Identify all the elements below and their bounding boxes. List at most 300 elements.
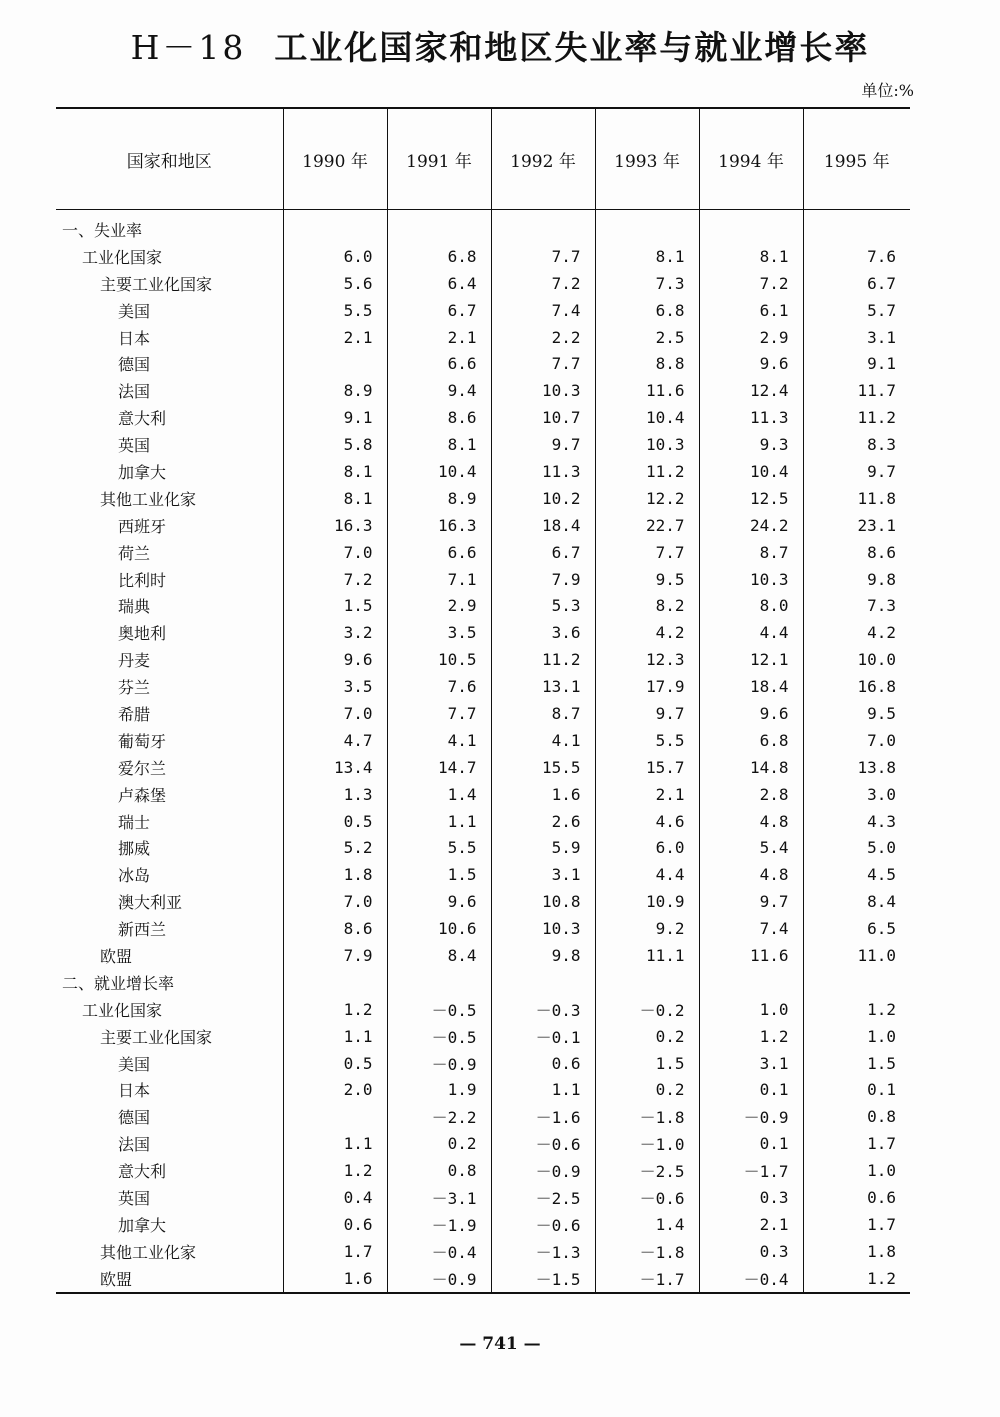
cell-value: 13.1 — [491, 673, 595, 700]
cell-value: 8.3 — [803, 431, 910, 458]
row-label: 瑞典 — [118, 597, 151, 617]
cell-value: 12.2 — [595, 485, 699, 512]
cell-value: 10.6 — [387, 915, 491, 942]
table-row — [56, 404, 910, 431]
table-row — [56, 1023, 910, 1050]
table-row — [56, 727, 910, 754]
cell-value: 16.8 — [803, 673, 910, 700]
cell-value: 8.1 — [283, 458, 387, 485]
cell-value: 0.8 — [803, 1103, 910, 1130]
cell-value: 9.8 — [803, 566, 910, 593]
header-1990: 1990 年 — [283, 108, 387, 210]
cell-value — [283, 210, 387, 243]
cell-value: 1.2 — [699, 1023, 803, 1050]
cell-value: 6.7 — [387, 297, 491, 324]
cell-value: 6.8 — [699, 727, 803, 754]
header-1993: 1993 年 — [595, 108, 699, 210]
cell-value — [699, 210, 803, 243]
cell-value: 7.9 — [283, 942, 387, 969]
cell-value: 10.3 — [595, 431, 699, 458]
cell-value: 0.1 — [803, 1077, 910, 1104]
cell-value: 9.5 — [803, 700, 910, 727]
cell-value: 7.0 — [283, 539, 387, 566]
cell-value: 4.7 — [283, 727, 387, 754]
cell-value: 6.8 — [595, 297, 699, 324]
row-label: 卢森堡 — [118, 785, 167, 805]
cell-value: 9.8 — [491, 942, 595, 969]
page-number: — 741 — — [459, 1334, 541, 1354]
cell-value: －2.2 — [387, 1103, 491, 1130]
table-row — [56, 1050, 910, 1077]
row-label: 日本 — [118, 1081, 151, 1101]
cell-value: 18.4 — [699, 673, 803, 700]
cell-value: 15.5 — [491, 754, 595, 781]
table-row — [56, 861, 910, 888]
cell-value: 10.3 — [699, 566, 803, 593]
cell-value: －0.4 — [387, 1238, 491, 1265]
table-row — [56, 834, 910, 861]
cell-value: 2.8 — [699, 781, 803, 808]
row-label: 主要工业化国家 — [100, 274, 213, 294]
cell-value: 4.3 — [803, 808, 910, 835]
cell-value: 7.3 — [803, 592, 910, 619]
table-row — [56, 969, 910, 996]
cell-value: 6.7 — [491, 539, 595, 566]
table-row — [56, 566, 910, 593]
cell-value: 7.0 — [283, 700, 387, 727]
cell-value: 7.7 — [491, 243, 595, 270]
cell-value: 8.7 — [699, 539, 803, 566]
header-1992: 1992 年 — [491, 108, 595, 210]
cell-value: 8.6 — [283, 915, 387, 942]
cell-value: 22.7 — [595, 512, 699, 539]
cell-value: 8.6 — [803, 539, 910, 566]
cell-value: 10.3 — [491, 915, 595, 942]
row-label: 英国 — [118, 1189, 151, 1208]
cell-value: 11.6 — [595, 377, 699, 404]
cell-value: 0.1 — [699, 1077, 803, 1104]
cell-value: 1.1 — [283, 1130, 387, 1157]
cell-value: 7.0 — [803, 727, 910, 754]
cell-value — [595, 969, 699, 996]
cell-value: －0.4 — [699, 1265, 803, 1293]
table-row — [56, 1130, 910, 1157]
cell-value: 8.8 — [595, 350, 699, 377]
cell-value: 6.4 — [387, 270, 491, 297]
cell-value: 11.3 — [699, 404, 803, 431]
cell-value: 1.8 — [283, 861, 387, 888]
cell-value: 3.1 — [491, 861, 595, 888]
cell-value: 10.8 — [491, 888, 595, 915]
cell-value: 5.0 — [803, 834, 910, 861]
cell-value: －1.8 — [595, 1103, 699, 1130]
cell-value: 0.2 — [595, 1023, 699, 1050]
cell-value: 8.2 — [595, 592, 699, 619]
cell-value: 0.8 — [387, 1157, 491, 1184]
cell-value: 2.9 — [387, 592, 491, 619]
table-body — [56, 210, 910, 1293]
cell-value: 0.5 — [283, 808, 387, 835]
row-label: 法国 — [118, 382, 151, 402]
cell-value: －0.9 — [387, 1265, 491, 1293]
cell-value: 6.8 — [387, 243, 491, 270]
row-label: 工业化国家 — [82, 1000, 163, 1020]
cell-value: 11.3 — [491, 458, 595, 485]
cell-value: 3.5 — [387, 619, 491, 646]
table-row — [56, 915, 910, 942]
cell-value: 0.2 — [595, 1077, 699, 1104]
cell-value: 13.8 — [803, 754, 910, 781]
cell-value: 11.2 — [803, 404, 910, 431]
cell-value: 7.6 — [387, 673, 491, 700]
cell-value: 1.2 — [803, 1265, 910, 1293]
cell-value: 1.4 — [595, 1211, 699, 1238]
table-row — [56, 1184, 910, 1211]
table-row — [56, 377, 910, 404]
row-label: 意大利 — [118, 409, 167, 429]
cell-value: 7.9 — [491, 566, 595, 593]
cell-value: 16.3 — [283, 512, 387, 539]
data-table — [56, 107, 910, 1294]
cell-value: －1.5 — [491, 1265, 595, 1293]
table-row — [56, 673, 910, 700]
cell-value: 10.3 — [491, 377, 595, 404]
cell-value: 1.5 — [803, 1050, 910, 1077]
cell-value: 8.0 — [699, 592, 803, 619]
cell-value: 5.6 — [283, 270, 387, 297]
cell-value: 1.0 — [803, 1157, 910, 1184]
cell-value: 7.1 — [387, 566, 491, 593]
table-row — [56, 1077, 910, 1104]
row-label: 澳大利亚 — [118, 893, 183, 913]
cell-value: 1.2 — [283, 996, 387, 1023]
cell-value: 7.2 — [283, 566, 387, 593]
cell-value: 5.4 — [699, 834, 803, 861]
cell-value — [283, 969, 387, 996]
row-label: 其他工业化家 — [100, 1242, 197, 1262]
cell-value: 10.4 — [699, 458, 803, 485]
table-row — [56, 458, 910, 485]
cell-value: 10.2 — [491, 485, 595, 512]
table-row — [56, 210, 910, 243]
cell-value: －0.1 — [491, 1023, 595, 1050]
cell-value: 1.0 — [803, 1023, 910, 1050]
cell-value: 9.1 — [283, 404, 387, 431]
cell-value: －1.6 — [491, 1103, 595, 1130]
row-label: 比利时 — [118, 570, 167, 590]
cell-value: 10.4 — [595, 404, 699, 431]
cell-value: 6.7 — [803, 270, 910, 297]
row-label: 其他工业化家 — [100, 489, 197, 509]
table-row — [56, 270, 910, 297]
row-label: 美国 — [118, 1054, 151, 1074]
cell-value: 7.3 — [595, 270, 699, 297]
cell-value: 10.4 — [387, 458, 491, 485]
table-row — [56, 996, 910, 1023]
cell-value: 4.1 — [491, 727, 595, 754]
cell-value: 15.7 — [595, 754, 699, 781]
cell-value: 10.9 — [595, 888, 699, 915]
cell-value: 4.8 — [699, 861, 803, 888]
cell-value: 7.2 — [491, 270, 595, 297]
row-label: 加拿大 — [118, 462, 167, 482]
table-row — [56, 350, 910, 377]
cell-value: 10.0 — [803, 646, 910, 673]
cell-value: 3.5 — [283, 673, 387, 700]
table-row — [56, 431, 910, 458]
cell-value: 7.7 — [491, 350, 595, 377]
cell-value: 1.7 — [803, 1130, 910, 1157]
cell-value: 8.1 — [699, 243, 803, 270]
table-row — [56, 592, 910, 619]
cell-value — [803, 969, 910, 996]
cell-value: 9.2 — [595, 915, 699, 942]
table-row — [56, 808, 910, 835]
row-label: 挪威 — [118, 839, 151, 859]
cell-value: 4.1 — [387, 727, 491, 754]
cell-value — [387, 969, 491, 996]
row-label: 主要工业化国家 — [100, 1027, 213, 1047]
row-label: 美国 — [118, 301, 151, 321]
cell-value: 5.3 — [491, 592, 595, 619]
cell-value: －0.9 — [699, 1103, 803, 1130]
table-row — [56, 942, 910, 969]
row-label: 荷兰 — [118, 543, 151, 563]
row-label: 芬兰 — [118, 678, 151, 698]
cell-value: 12.3 — [595, 646, 699, 673]
row-label: 加拿大 — [118, 1215, 167, 1235]
table-row — [56, 619, 910, 646]
cell-value: 11.7 — [803, 377, 910, 404]
cell-value: －2.5 — [491, 1184, 595, 1211]
cell-value: 1.1 — [491, 1077, 595, 1104]
row-label: 德国 — [118, 1108, 151, 1128]
cell-value: －0.5 — [387, 996, 491, 1023]
header-region: 国家和地区 — [56, 108, 283, 210]
cell-value: 7.6 — [803, 243, 910, 270]
cell-value: 0.6 — [283, 1211, 387, 1238]
row-label: 希腊 — [118, 704, 151, 724]
row-label: 二、就业增长率 — [62, 973, 175, 993]
cell-value: 4.6 — [595, 808, 699, 835]
cell-value: 3.1 — [803, 324, 910, 351]
cell-value: 1.5 — [387, 861, 491, 888]
cell-value: －1.7 — [699, 1157, 803, 1184]
cell-value: 7.7 — [387, 700, 491, 727]
cell-value: 9.6 — [283, 646, 387, 673]
cell-value: 8.1 — [595, 243, 699, 270]
cell-value — [491, 210, 595, 243]
row-label: 西班牙 — [118, 516, 167, 536]
cell-value — [283, 350, 387, 377]
cell-value: 4.8 — [699, 808, 803, 835]
table-row — [56, 646, 910, 673]
cell-value: 14.7 — [387, 754, 491, 781]
cell-value: 3.1 — [699, 1050, 803, 1077]
table-row — [56, 754, 910, 781]
row-label: 工业化国家 — [82, 247, 163, 267]
cell-value: 5.7 — [803, 297, 910, 324]
cell-value: 11.0 — [803, 942, 910, 969]
cell-value: －1.7 — [595, 1265, 699, 1293]
cell-value: 4.2 — [803, 619, 910, 646]
cell-value: 2.5 — [595, 324, 699, 351]
cell-value: －0.3 — [491, 996, 595, 1023]
unit-label: 单位:% — [861, 81, 914, 100]
cell-value: 4.4 — [595, 861, 699, 888]
cell-value: 2.1 — [699, 1211, 803, 1238]
cell-value: 6.6 — [387, 539, 491, 566]
cell-value: 9.6 — [699, 350, 803, 377]
cell-value: 7.7 — [595, 539, 699, 566]
cell-value: 9.7 — [491, 431, 595, 458]
cell-value: 2.1 — [283, 324, 387, 351]
page-title — [0, 22, 1000, 72]
cell-value: 8.9 — [283, 377, 387, 404]
cell-value: 2.0 — [283, 1077, 387, 1104]
cell-value: 1.7 — [803, 1211, 910, 1238]
cell-value: －0.2 — [595, 996, 699, 1023]
cell-value: 12.5 — [699, 485, 803, 512]
cell-value: 0.6 — [803, 1184, 910, 1211]
cell-value: 9.7 — [595, 700, 699, 727]
cell-value: 9.7 — [803, 458, 910, 485]
cell-value: 5.5 — [283, 297, 387, 324]
cell-value: －0.6 — [491, 1130, 595, 1157]
cell-value: 1.6 — [283, 1265, 387, 1293]
cell-value: 9.6 — [387, 888, 491, 915]
cell-value: 5.9 — [491, 834, 595, 861]
cell-value: 1.5 — [595, 1050, 699, 1077]
table-row — [56, 888, 910, 915]
cell-value: －3.1 — [387, 1184, 491, 1211]
table-title: 工业化国家和地区失业率与就业增长率 — [274, 28, 870, 67]
header-1995: 1995 年 — [803, 108, 910, 210]
cell-value: －0.9 — [491, 1157, 595, 1184]
cell-value: 2.6 — [491, 808, 595, 835]
table-row — [56, 1157, 910, 1184]
cell-value: －1.3 — [491, 1238, 595, 1265]
cell-value: 1.8 — [803, 1238, 910, 1265]
cell-value: 11.6 — [699, 942, 803, 969]
cell-value: 11.8 — [803, 485, 910, 512]
row-label: 德国 — [118, 355, 151, 375]
cell-value: 1.1 — [387, 808, 491, 835]
row-label: 法国 — [118, 1135, 151, 1155]
table-row — [56, 1103, 910, 1130]
cell-value: 14.8 — [699, 754, 803, 781]
cell-value: 6.5 — [803, 915, 910, 942]
cell-value: 7.2 — [699, 270, 803, 297]
cell-value — [387, 210, 491, 243]
cell-value: 9.7 — [699, 888, 803, 915]
cell-value: 12.1 — [699, 646, 803, 673]
cell-value: 11.2 — [491, 646, 595, 673]
table-row — [56, 700, 910, 727]
cell-value: －1.8 — [595, 1238, 699, 1265]
table-row — [56, 1211, 910, 1238]
cell-value: 3.2 — [283, 619, 387, 646]
row-label: 奥地利 — [118, 624, 167, 644]
cell-value: 11.2 — [595, 458, 699, 485]
table-row — [56, 243, 910, 270]
cell-value: 24.2 — [699, 512, 803, 539]
header-1994: 1994 年 — [699, 108, 803, 210]
cell-value: 2.9 — [699, 324, 803, 351]
cell-value: 2.2 — [491, 324, 595, 351]
cell-value: 1.0 — [699, 996, 803, 1023]
cell-value — [803, 210, 910, 243]
cell-value: 8.6 — [387, 404, 491, 431]
cell-value: 9.3 — [699, 431, 803, 458]
cell-value: 1.6 — [491, 781, 595, 808]
cell-value: 6.0 — [283, 243, 387, 270]
cell-value: 5.5 — [387, 834, 491, 861]
cell-value: 11.1 — [595, 942, 699, 969]
cell-value: 3.6 — [491, 619, 595, 646]
cell-value: 1.2 — [803, 996, 910, 1023]
cell-value: 9.6 — [699, 700, 803, 727]
cell-value — [283, 1103, 387, 1130]
row-label: 欧盟 — [100, 946, 133, 966]
row-label: 意大利 — [118, 1162, 167, 1182]
cell-value: 9.5 — [595, 566, 699, 593]
table-row — [56, 512, 910, 539]
cell-value: 1.2 — [283, 1157, 387, 1184]
cell-value: 0.1 — [699, 1130, 803, 1157]
row-label: 瑞士 — [118, 812, 151, 832]
cell-value — [491, 969, 595, 996]
cell-value — [595, 210, 699, 243]
cell-value: 8.9 — [387, 485, 491, 512]
cell-value: 1.5 — [283, 592, 387, 619]
cell-value: 0.5 — [283, 1050, 387, 1077]
cell-value: 9.1 — [803, 350, 910, 377]
cell-value: －0.5 — [387, 1023, 491, 1050]
table-row — [56, 539, 910, 566]
cell-value: －1.9 — [387, 1211, 491, 1238]
cell-value — [699, 969, 803, 996]
table-row — [56, 1265, 910, 1293]
cell-value: 4.2 — [595, 619, 699, 646]
table-code: H－18 — [130, 28, 247, 67]
cell-value: 1.3 — [283, 781, 387, 808]
cell-value: 1.9 — [387, 1077, 491, 1104]
cell-value: 6.1 — [699, 297, 803, 324]
cell-value: 10.5 — [387, 646, 491, 673]
cell-value: －1.0 — [595, 1130, 699, 1157]
row-label: 一、失业率 — [62, 220, 143, 240]
cell-value: 10.7 — [491, 404, 595, 431]
cell-value: 13.4 — [283, 754, 387, 781]
cell-value: 7.4 — [699, 915, 803, 942]
cell-value: －0.6 — [491, 1211, 595, 1238]
cell-value: 8.4 — [803, 888, 910, 915]
table-row — [56, 485, 910, 512]
row-label: 爱尔兰 — [118, 758, 167, 778]
cell-value: 7.4 — [491, 297, 595, 324]
cell-value: 23.1 — [803, 512, 910, 539]
cell-value: 3.0 — [803, 781, 910, 808]
row-label: 新西兰 — [118, 920, 167, 940]
cell-value: 5.2 — [283, 834, 387, 861]
row-label: 日本 — [118, 328, 151, 348]
header-1991: 1991 年 — [387, 108, 491, 210]
table-row — [56, 297, 910, 324]
cell-value: 6.6 — [387, 350, 491, 377]
cell-value: 12.4 — [699, 377, 803, 404]
row-label: 欧盟 — [100, 1269, 133, 1289]
